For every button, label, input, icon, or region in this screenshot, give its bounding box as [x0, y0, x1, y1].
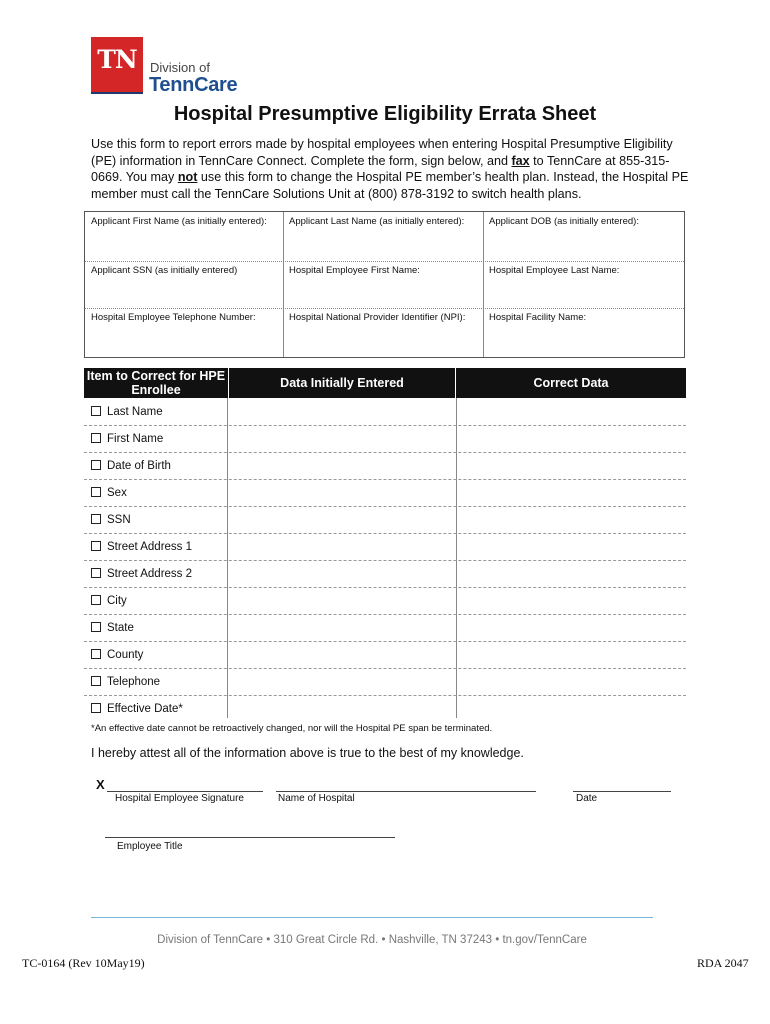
page-title: Hospital Presumptive Eligibility Errata Sheet — [173, 103, 597, 125]
employee-first-name-field[interactable] — [283, 261, 483, 308]
applicant-last-name-field[interactable] — [283, 212, 483, 261]
signature-x-mark: X — [96, 777, 105, 792]
intro-text-1: Use this form to report errors made by hospital employees when entering Hospital Presumptive Eligibility (PE) information in TennCare Connect. Complete the form, sign below, and — [91, 137, 673, 168]
item-label: Date of Birth — [107, 460, 171, 472]
item-label: Street Address 1 — [107, 541, 193, 553]
item-label: Sex — [107, 487, 127, 499]
hospital-name-line[interactable] — [276, 791, 536, 792]
item-label: Telephone — [107, 676, 161, 688]
data-initially-entered-cell[interactable] — [228, 534, 455, 559]
data-initially-entered-cell[interactable] — [228, 615, 455, 640]
logo-tenncare-text: TennCare — [149, 74, 238, 96]
logo-underline — [91, 92, 143, 94]
checkbox[interactable] — [91, 433, 101, 443]
data-initially-entered-cell[interactable] — [228, 561, 455, 586]
field-label: Hospital National Provider Identifier (NPI): — [289, 312, 466, 323]
correction-item-row — [91, 431, 163, 447]
effective-date-footnote: *An effective date cannot be retroactively changed, nor will the Hospital PE span be terminated. — [91, 723, 493, 734]
intro-fax-word: fax — [511, 153, 530, 168]
applicant-dob-field[interactable] — [483, 212, 683, 261]
tn-logo — [91, 37, 143, 93]
item-label: Street Address 2 — [107, 568, 193, 580]
employee-title-label: Employee Title — [117, 841, 183, 852]
data-initially-entered-cell[interactable] — [228, 642, 455, 667]
checkbox[interactable] — [91, 487, 101, 497]
checkbox[interactable] — [91, 595, 101, 605]
field-label: Hospital Employee First Name: — [289, 265, 420, 276]
correct-data-cell[interactable] — [457, 669, 685, 694]
field-label: Hospital Employee Telephone Number: — [91, 312, 256, 323]
employee-last-name-field[interactable] — [483, 261, 683, 308]
correct-data-cell[interactable] — [457, 615, 685, 640]
applicant-first-name-field[interactable] — [85, 212, 283, 261]
correction-item-row — [91, 485, 127, 501]
rda-number: RDA 2047 — [697, 956, 749, 970]
data-initially-entered-cell[interactable] — [228, 399, 455, 424]
correction-item-row — [91, 404, 163, 420]
footer-address: Division of TennCare • 310 Great Circle Rd. • Nashville, TN 37243 • tn.gov/TennCare — [157, 934, 587, 946]
employee-telephone-field[interactable] — [85, 308, 283, 358]
item-label: City — [107, 595, 127, 607]
correction-item-row — [91, 701, 183, 717]
data-initially-entered-cell[interactable] — [228, 696, 455, 721]
correct-data-cell[interactable] — [457, 426, 685, 451]
field-label: Hospital Employee Last Name: — [489, 265, 620, 276]
data-initially-entered-cell[interactable] — [228, 426, 455, 451]
correction-item-row — [91, 593, 127, 609]
checkbox[interactable] — [91, 676, 101, 686]
correct-data-cell[interactable] — [457, 561, 685, 586]
data-initially-entered-cell[interactable] — [228, 453, 455, 478]
applicant-info-table — [84, 211, 685, 358]
intro-text-2: to TennCare at 855-315-0669. You may — [91, 153, 670, 184]
intro-not-word: not — [177, 170, 198, 184]
item-label: County — [107, 649, 144, 661]
checkbox[interactable] — [91, 514, 101, 524]
footer-divider — [91, 917, 653, 918]
data-initially-entered-cell[interactable] — [228, 507, 455, 532]
correct-data-cell[interactable] — [457, 480, 685, 505]
date-line[interactable] — [573, 791, 671, 792]
date-label: Date — [576, 793, 598, 804]
field-label: Applicant SSN (as initially entered) — [91, 265, 238, 276]
header-correct-data: Correct Data — [455, 368, 686, 398]
hospital-name-label: Name of Hospital — [278, 793, 355, 804]
hospital-facility-name-field[interactable] — [483, 308, 683, 358]
item-label: State — [107, 622, 134, 634]
hospital-npi-field[interactable] — [283, 308, 483, 358]
checkbox[interactable] — [91, 406, 101, 416]
field-label: Applicant DOB (as initially entered): — [489, 216, 639, 227]
employee-title-line[interactable] — [105, 837, 395, 838]
field-label: Hospital Facility Name: — [489, 312, 587, 323]
attestation-statement: I hereby attest all of the information above is true to the best of my knowledge. — [91, 746, 524, 760]
checkbox[interactable] — [91, 703, 101, 713]
intro-text-3: use this form to change the Hospital PE member’s health plan. Instead, the Hospital PE member must call the TennCare Solutions Unit at (800) 878-3192 to switch health plans. — [91, 170, 689, 201]
header-item-to-correct: Item to Correct for HPE Enrollee — [84, 368, 228, 398]
employee-signature-label: Hospital Employee Signature — [115, 793, 244, 804]
header-data-initially-entered: Data Initially Entered — [228, 368, 455, 398]
field-label: Applicant Last Name (as initially entered): — [289, 216, 465, 227]
correct-data-cell[interactable] — [457, 642, 685, 667]
logo-mark: TN — [97, 45, 137, 74]
correction-item-row — [91, 647, 143, 663]
checkbox[interactable] — [91, 649, 101, 659]
correction-item-row — [91, 674, 160, 690]
data-initially-entered-cell[interactable] — [228, 588, 455, 613]
item-label: Last Name — [107, 406, 163, 418]
form-number: TC-0164 (Rev 10May19) — [22, 956, 145, 970]
data-initially-entered-cell[interactable] — [228, 669, 455, 694]
correction-item-row — [91, 512, 131, 528]
checkbox[interactable] — [91, 541, 101, 551]
checkbox[interactable] — [91, 568, 101, 578]
logo-division-text: Division of — [150, 60, 210, 75]
correct-data-cell[interactable] — [457, 534, 685, 559]
correction-item-row — [91, 458, 171, 474]
correction-item-row — [91, 620, 134, 636]
correct-data-cell[interactable] — [457, 399, 685, 424]
item-label: SSN — [107, 514, 131, 526]
correct-data-cell[interactable] — [457, 453, 685, 478]
employee-signature-line[interactable] — [107, 791, 263, 792]
correct-data-cell[interactable] — [457, 588, 685, 613]
correction-item-row — [91, 566, 192, 582]
correction-item-row — [91, 539, 192, 555]
item-label: Effective Date* — [107, 703, 183, 715]
intro-paragraph — [91, 136, 691, 202]
item-label: First Name — [107, 433, 164, 445]
correct-data-cell[interactable] — [457, 507, 685, 532]
data-initially-entered-cell[interactable] — [228, 480, 455, 505]
field-label: Applicant First Name (as initially entered): — [91, 216, 267, 227]
correct-data-cell[interactable] — [457, 696, 685, 721]
checkbox[interactable] — [91, 460, 101, 470]
applicant-ssn-field[interactable] — [85, 261, 283, 308]
checkbox[interactable] — [91, 622, 101, 632]
